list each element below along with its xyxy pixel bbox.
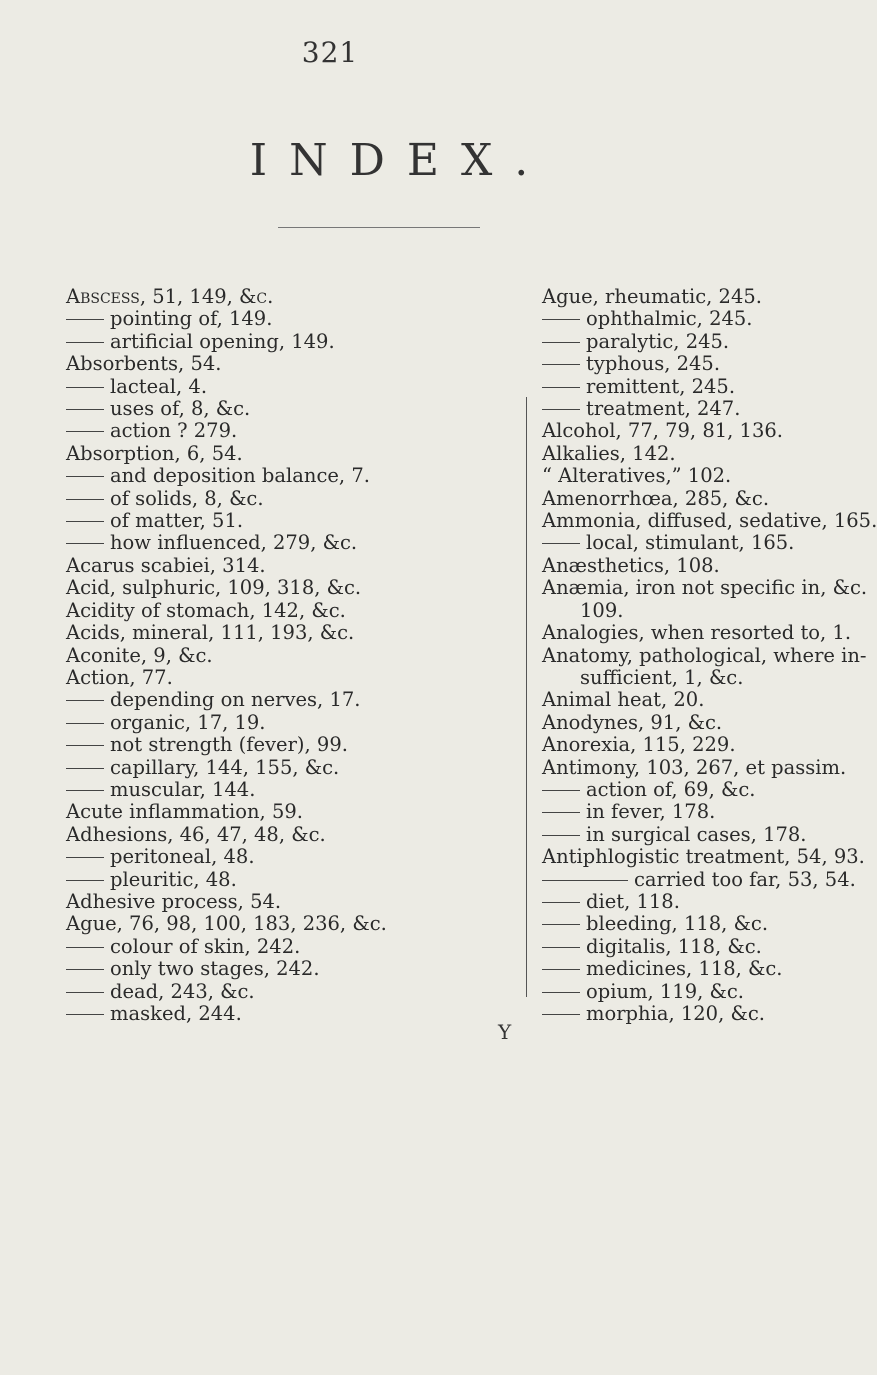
index-entry: “ Alteratives,” 102. [542,464,732,488]
index-entry: Absorbents, 54. [66,352,222,376]
index-entry: digitalis, 118, &c. [542,936,792,958]
index-entry: and deposition balance, 7. [66,465,521,487]
index-entry: artificial opening, 149. [66,331,521,353]
index-entry: sufficient, 1, &c. [580,665,744,689]
index-entry: bleeding, 118, &c. [542,913,792,935]
index-entry: of matter, 51. [66,510,521,532]
index-entry: carried too far, 53, 54. [542,869,792,891]
index-entry: morphia, 120, &c. [542,1003,792,1025]
index-column-left [66,286,521,1025]
index-entry: Abscess, 51, 149, &c. [66,285,274,308]
index-entry: action of, 69, &c. [542,779,792,801]
index-column-right [542,285,877,1025]
index-entry: Analogies, when resorted to, 1. [542,621,852,645]
page-title: INDEX. [249,135,551,186]
index-entry: local, stimulant, 165. [542,532,792,554]
index-entry: pointing of, 149. [66,308,521,330]
index-entry: Acarus scabiei, 314. [66,553,266,577]
index-entry: peritoneal, 48. [66,846,521,868]
index-entry: Antimony, 103, 267, et passim. [542,755,847,779]
index-entry: in fever, 178. [542,801,792,823]
index-entry: diet, 118. [542,891,792,913]
index-entry: Acid, sulphuric, 109, 318, &c. [66,576,362,600]
index-entry: Acidity of stomach, 142, &c. [66,598,346,622]
index-entry: Amenorrhœa, 285, &c. [542,486,770,510]
index-entry: Anodynes, 91, &c. [542,710,723,734]
index-entry: typhous, 245. [542,353,792,375]
index-entry: in surgical cases, 178. [542,824,792,846]
column-divider [526,397,527,997]
index-entry: paralytic, 245. [542,331,792,353]
page-number: 321 [301,36,359,69]
index-entry: Antiphlogistic treatment, 54, 93. [542,845,865,869]
index-entry: muscular, 144. [66,779,521,801]
index-entry: depending on nerves, 17. [66,689,521,711]
index-entry: 109. [580,598,624,622]
index-entry: dead, 243, &c. [66,981,521,1003]
index-entry: only two stages, 242. [66,958,521,980]
index-entry: Ammonia, diffused, sedative, 165. [542,509,877,533]
index-entry: Aconite, 9, &c. [66,643,213,667]
index-entry: Anæmia, iron not specific in, &c. [542,576,868,600]
index-entry: Acids, mineral, 111, 193, &c. [66,621,355,645]
index-entry: lacteal, 4. [66,376,521,398]
index-entry: masked, 244. [66,1003,521,1025]
index-entry: capillary, 144, 155, &c. [66,757,521,779]
index-entry: Alkalies, 142. [542,441,676,465]
index-entry: organic, 17, 19. [66,712,521,734]
index-entry: remittent, 245. [542,376,792,398]
index-entry: colour of skin, 242. [66,936,521,958]
index-entry: Action, 77. [66,665,173,689]
index-entry: Ague, rheumatic, 245. [542,285,762,308]
index-entry: Absorption, 6, 54. [66,441,243,465]
index-entry: pleuritic, 48. [66,869,521,891]
index-entry: not strength (fever), 99. [66,734,521,756]
index-entry: Ague, 76, 98, 100, 183, 236, &c. [66,912,387,936]
title-rule [278,227,480,228]
index-entry: how influenced, 279, &c. [66,532,521,554]
index-entry: treatment, 247. [542,398,792,420]
index-entry: Anæsthetics, 108. [542,553,720,577]
index-entry: uses of, 8, &c. [66,398,521,420]
index-entry: Adhesive process, 54. [66,889,282,913]
index-entry: Animal heat, 20. [542,688,705,712]
index-entry: Adhesions, 46, 47, 48, &c. [66,822,326,846]
index-entry: ophthalmic, 245. [542,308,792,330]
index-entry: action ? 279. [66,420,521,442]
index-entry: Anorexia, 115, 229. [542,733,736,757]
index-entry: Alcohol, 77, 79, 81, 136. [542,419,783,443]
index-entry: Anatomy, pathological, where in- [542,643,867,667]
signature-mark: Y [498,1020,512,1044]
index-entry: opium, 119, &c. [542,981,792,1003]
index-entry: Acute inflammation, 59. [66,800,303,824]
index-entry: of solids, 8, &c. [66,488,521,510]
index-entry: medicines, 118, &c. [542,958,792,980]
